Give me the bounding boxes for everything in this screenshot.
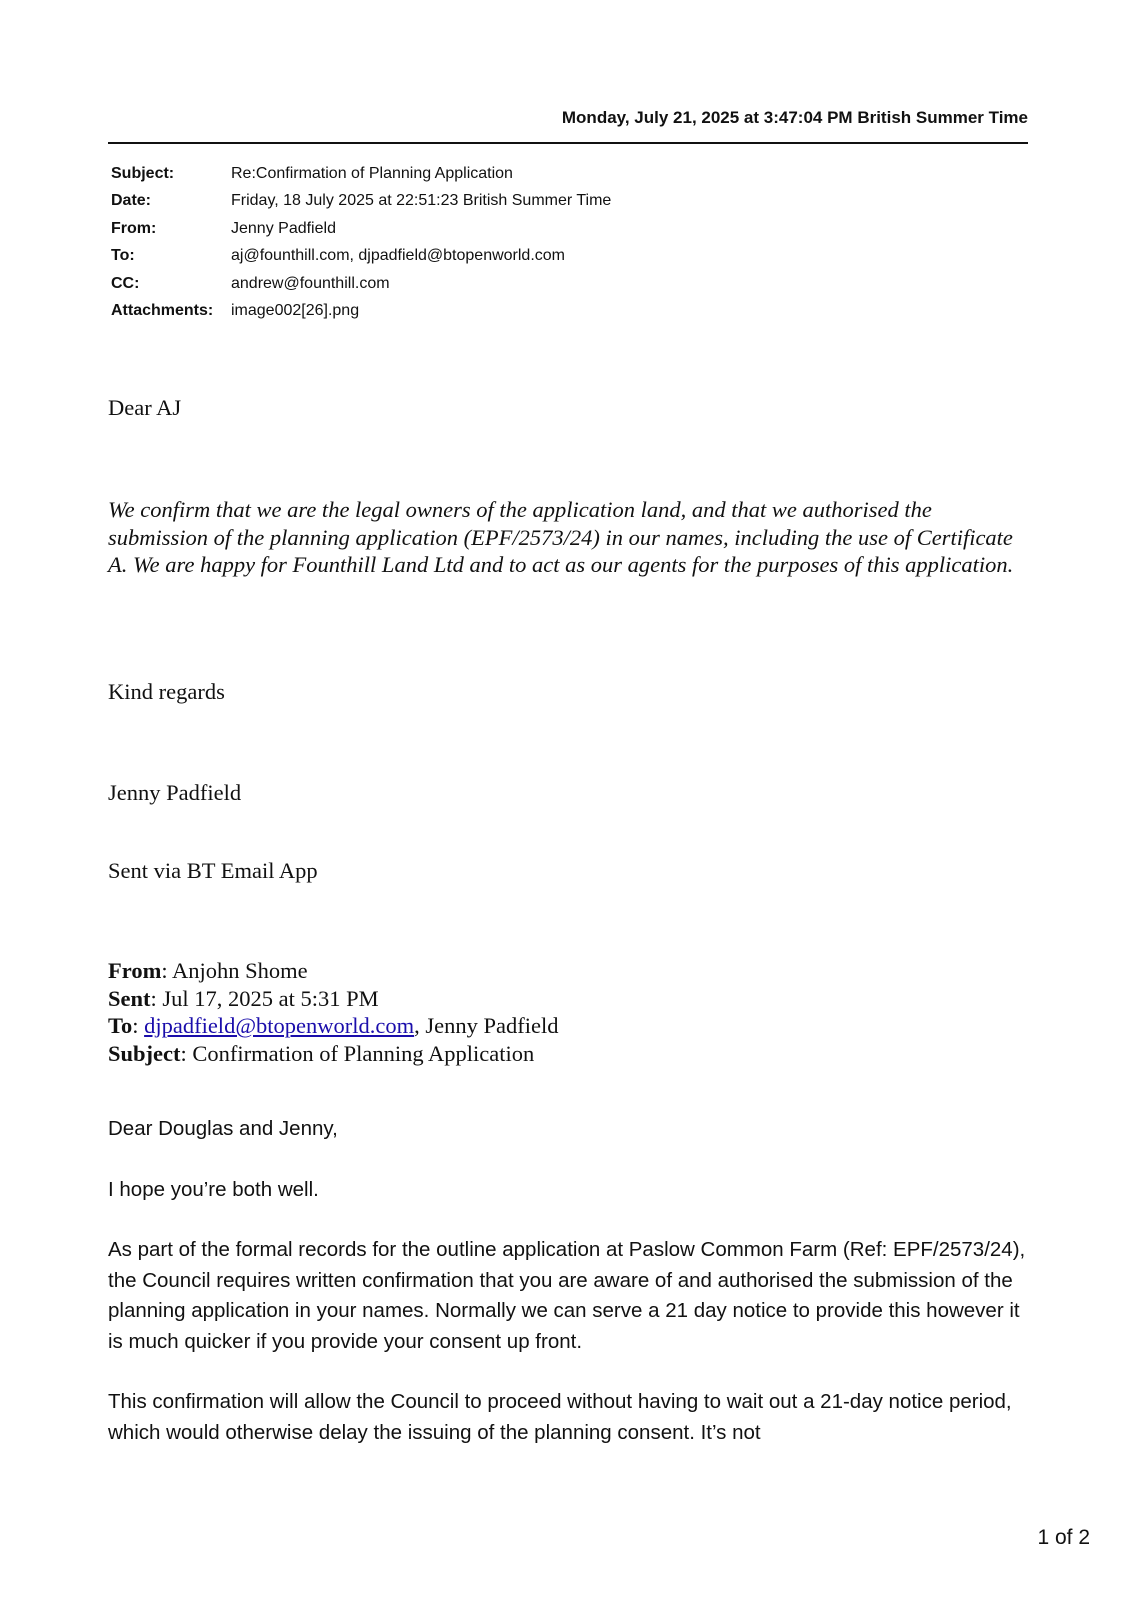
meta-value: aj@founthill.com, djpadfield@btopenworld.com bbox=[231, 247, 565, 265]
reply-signature: Jenny Padfield bbox=[108, 780, 242, 805]
meta-key: Attachments: bbox=[111, 302, 214, 320]
quoted-from-value: Anjohn Shome bbox=[171, 958, 308, 983]
meta-key: To: bbox=[111, 247, 135, 265]
original-para2: This confirmation will allow the Council to proceed without having to wait out a 21-day notice period, which would otherwise delay the issuing of the planning consent. It’s not bbox=[108, 1390, 1012, 1444]
print-timestamp: Monday, July 21, 2025 at 3:47:04 PM British Summer Time bbox=[561, 108, 1028, 127]
quoted-to-email-link[interactable]: djpadfield@btopenworld.com bbox=[144, 1013, 415, 1038]
meta-row-to bbox=[111, 243, 1011, 271]
quoted-subject-label: Subject bbox=[108, 1040, 181, 1066]
original-para1: As part of the formal records for the outline application at Paslow Common Farm (Ref: EPF/2573/24), the Council requires written confirmation that you are aware of and authorised the submission of the planning application in your names. Normally we can serve a 21 day notice to provide this however it is much quicker if you provide your consent up front. bbox=[108, 1238, 1026, 1353]
reply-body: We confirm that we are the legal owners of the application land, and that we authorised the submission of the planning application (EPF/2573/24) in our names, including the use of Certificate A. We are happy for Founthill Land Ltd and to act as our agents for the purposes of this application. bbox=[108, 497, 1014, 577]
quoted-sent-label: Sent bbox=[108, 985, 151, 1011]
reply-closing: Kind regards bbox=[108, 679, 225, 704]
original-greeting: Dear Douglas and Jenny, bbox=[108, 1117, 338, 1140]
original-message-body bbox=[108, 1114, 1028, 1448]
quoted-to-rest: , Jenny Padfield bbox=[414, 1013, 559, 1038]
meta-key: CC: bbox=[111, 274, 140, 292]
quoted-subject-value: Confirmation of Planning Application bbox=[192, 1040, 535, 1066]
quoted-from-line: From: Anjohn Shome bbox=[108, 958, 308, 983]
attachment-filename[interactable]: image002[26].png bbox=[231, 302, 360, 320]
quoted-sent-value: Jul 17, 2025 at 5:31 PM bbox=[162, 985, 379, 1011]
meta-row-date bbox=[111, 188, 1011, 216]
original-line1: I hope you’re both well. bbox=[108, 1177, 319, 1201]
email-meta-table bbox=[111, 160, 1011, 325]
meta-value: Re:Confirmation of Planning Application bbox=[231, 164, 513, 182]
meta-row-attachments bbox=[111, 298, 1011, 326]
quoted-to-label: To bbox=[108, 1013, 133, 1038]
meta-row-from bbox=[111, 215, 1011, 243]
meta-value: Friday, 18 July 2025 at 22:51:23 British Summer Time bbox=[231, 192, 612, 210]
meta-key: Subject: bbox=[111, 164, 175, 182]
meta-key: Date: bbox=[111, 192, 152, 210]
quoted-header bbox=[108, 957, 1028, 1067]
meta-key: From: bbox=[111, 219, 157, 237]
meta-row-subject bbox=[111, 160, 1011, 188]
quoted-to-line: To: djpadfield@btopenworld.com, Jenny Padfield bbox=[108, 1013, 559, 1038]
reply-greeting: Dear AJ bbox=[108, 395, 182, 420]
quoted-from-label: From bbox=[108, 958, 162, 983]
quoted-sent-line: Sent: Jul 17, 2025 at 5:31 PM bbox=[108, 985, 379, 1011]
sent-via-line: Sent via BT Email App bbox=[108, 858, 318, 883]
meta-row-cc bbox=[111, 270, 1011, 298]
quoted-subject-line: Subject: Confirmation of Planning Application bbox=[108, 1040, 535, 1066]
meta-value: Jenny Padfield bbox=[231, 219, 336, 237]
header-rule bbox=[108, 142, 1028, 144]
meta-value: andrew@founthill.com bbox=[231, 274, 390, 292]
page-number: 1 of 2 bbox=[1037, 1526, 1090, 1549]
